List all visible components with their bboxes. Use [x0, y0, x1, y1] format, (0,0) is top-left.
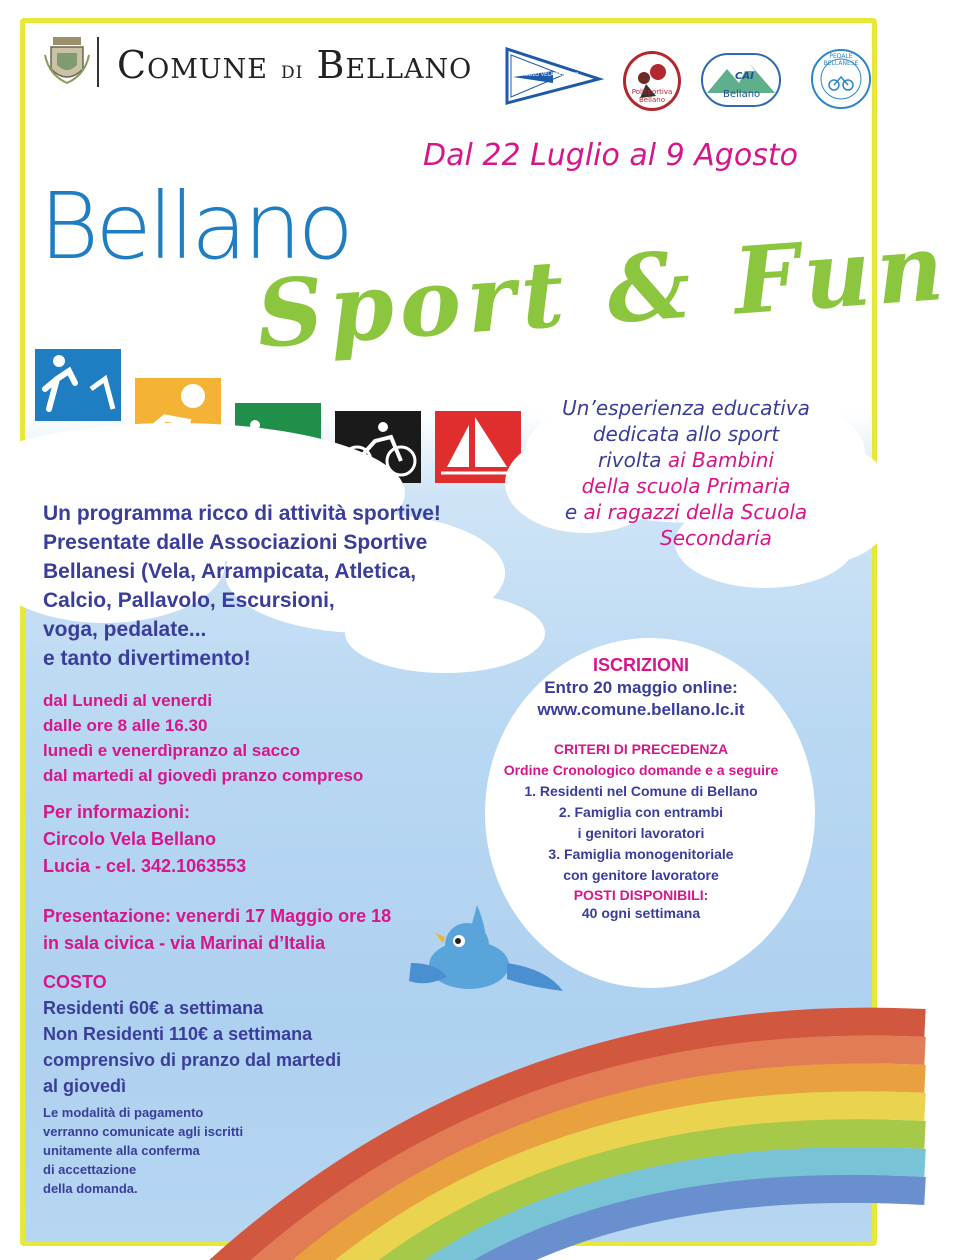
- cai-text: CAI: [735, 71, 754, 82]
- contact-line: Lucia - cel. 342.1063553: [43, 856, 247, 876]
- cloud-span: rivolta: [598, 448, 668, 472]
- title-word-comune: Comune: [117, 43, 268, 87]
- contact-line: Circolo Vela Bellano: [43, 829, 217, 849]
- cloud-line: dedicata allo sport: [592, 422, 780, 446]
- pedale-text: PEDALE BELLANESE: [823, 53, 859, 67]
- vela-logo-text: CIRCOLO VELA BELLANO: [517, 72, 579, 78]
- presentation-line: Presentazione: venerdi 17 Maggio ore 18: [43, 906, 392, 926]
- cai-bellano-text: Bellano: [723, 89, 761, 100]
- cost-line: al giovedì: [43, 1076, 127, 1096]
- criteria-item: 2. Famiglia con entrambi: [558, 804, 724, 820]
- polisportiva-bellano-line: Bellano: [638, 96, 665, 104]
- coat-of-arms: [43, 35, 91, 87]
- circolo-vela-bellano-logo: [503, 45, 603, 107]
- payment-note-line: Le modalità di pagamento: [43, 1105, 204, 1120]
- registration-deadline: Entro 20 maggio online:: [544, 678, 738, 697]
- pedale-bellanese-logo: [811, 49, 871, 109]
- cloud-line: [531, 499, 841, 525]
- criteria-item: i genitori lavoratori: [577, 825, 705, 841]
- schedule-block: [43, 688, 463, 788]
- criteria-item: con genitore lavoratore: [563, 867, 719, 883]
- cloud-line: della scuola Primaria: [581, 474, 791, 498]
- cloud-span-highlight: ai Bambini: [667, 448, 774, 472]
- payment-note-line: verranno comunicate agli iscritti: [43, 1124, 244, 1139]
- title-word-di: di: [281, 56, 304, 84]
- intro-line: e tanto divertimento!: [43, 647, 251, 670]
- contact-line: Per informazioni:: [43, 802, 191, 822]
- registration-block: [471, 653, 811, 922]
- criteria-intro: Ordine Cronologico domande e a seguire: [503, 762, 779, 778]
- cost-block: [43, 969, 463, 1099]
- intro-block: [43, 499, 503, 673]
- cloud-line: [531, 447, 841, 473]
- polisportiva-line: Polisportiva: [631, 88, 673, 96]
- cloud-span: e: [564, 500, 584, 524]
- cloud-line: Un’esperienza educativa: [562, 396, 810, 420]
- registration-heading: ISCRIZIONI: [592, 655, 689, 675]
- municipality-title: [117, 43, 472, 87]
- brand-title: Bellano: [39, 173, 350, 280]
- header-divider: [97, 37, 99, 87]
- schedule-line: dal martedi al giovedì pranzo compreso: [43, 766, 364, 785]
- cloud-line: Secondaria: [660, 526, 772, 550]
- schedule-line: lunedì e venerdìpranzo al sacco: [43, 741, 300, 760]
- title-word-bellano: Bellano: [316, 43, 473, 87]
- cai-bellano-logo: [701, 53, 781, 107]
- intro-line: Presentate dalle Associazioni Sportive: [43, 531, 428, 554]
- intro-line: Calcio, Pallavolo, Escursioni,: [43, 589, 335, 612]
- criteria-item: 1. Residenti nel Comune di Bellano: [524, 783, 758, 799]
- payment-note-line: unitamente alla conferma: [43, 1143, 200, 1158]
- cloud-message: [531, 395, 841, 551]
- poster: [20, 18, 953, 1246]
- payment-note-line: della domanda.: [43, 1181, 138, 1196]
- event-dates: Dal 22 Luglio al 9 Agosto: [423, 138, 798, 173]
- criteria-item: 3. Famiglia monogenitoriale: [548, 846, 734, 862]
- slots-heading: POSTI DISPONIBILI:: [573, 887, 709, 903]
- payment-note: [43, 1103, 303, 1198]
- cost-line: comprensivo di pranzo dal martedi: [43, 1050, 342, 1070]
- cost-line: Residenti 60€ a settimana: [43, 998, 264, 1018]
- cloud-span-highlight: ai ragazzi della Scuola: [583, 500, 808, 524]
- registration-url[interactable]: www.comune.bellano.lc.it: [537, 700, 745, 719]
- schedule-line: dalle ore 8 alle 16.30: [43, 716, 208, 735]
- brand-subtitle: Sport & Fun: [253, 212, 953, 369]
- schedule-line: dal Lunedi al venerdi: [43, 691, 213, 710]
- criteria-heading: CRITERI DI PRECEDENZA: [553, 741, 729, 757]
- intro-line: Un programma ricco di attività sportive!: [43, 502, 441, 525]
- cost-line: Non Residenti 110€ a settimana: [43, 1024, 313, 1044]
- cost-heading: COSTO: [43, 972, 107, 992]
- presentation-line: in sala civica - via Marinai d’Italia: [43, 933, 326, 953]
- polisportiva-text: [626, 88, 678, 104]
- contact-block: [43, 799, 463, 880]
- slots-value: 40 ogni settimana: [581, 905, 701, 921]
- intro-line: voga, pedalate...: [43, 618, 207, 641]
- payment-note-line: di accettazione: [43, 1162, 137, 1177]
- intro-line: Bellanesi (Vela, Arrampicata, Atletica,: [43, 560, 417, 583]
- polisportiva-bellano-logo: [623, 51, 681, 111]
- presentation-block: [43, 903, 463, 957]
